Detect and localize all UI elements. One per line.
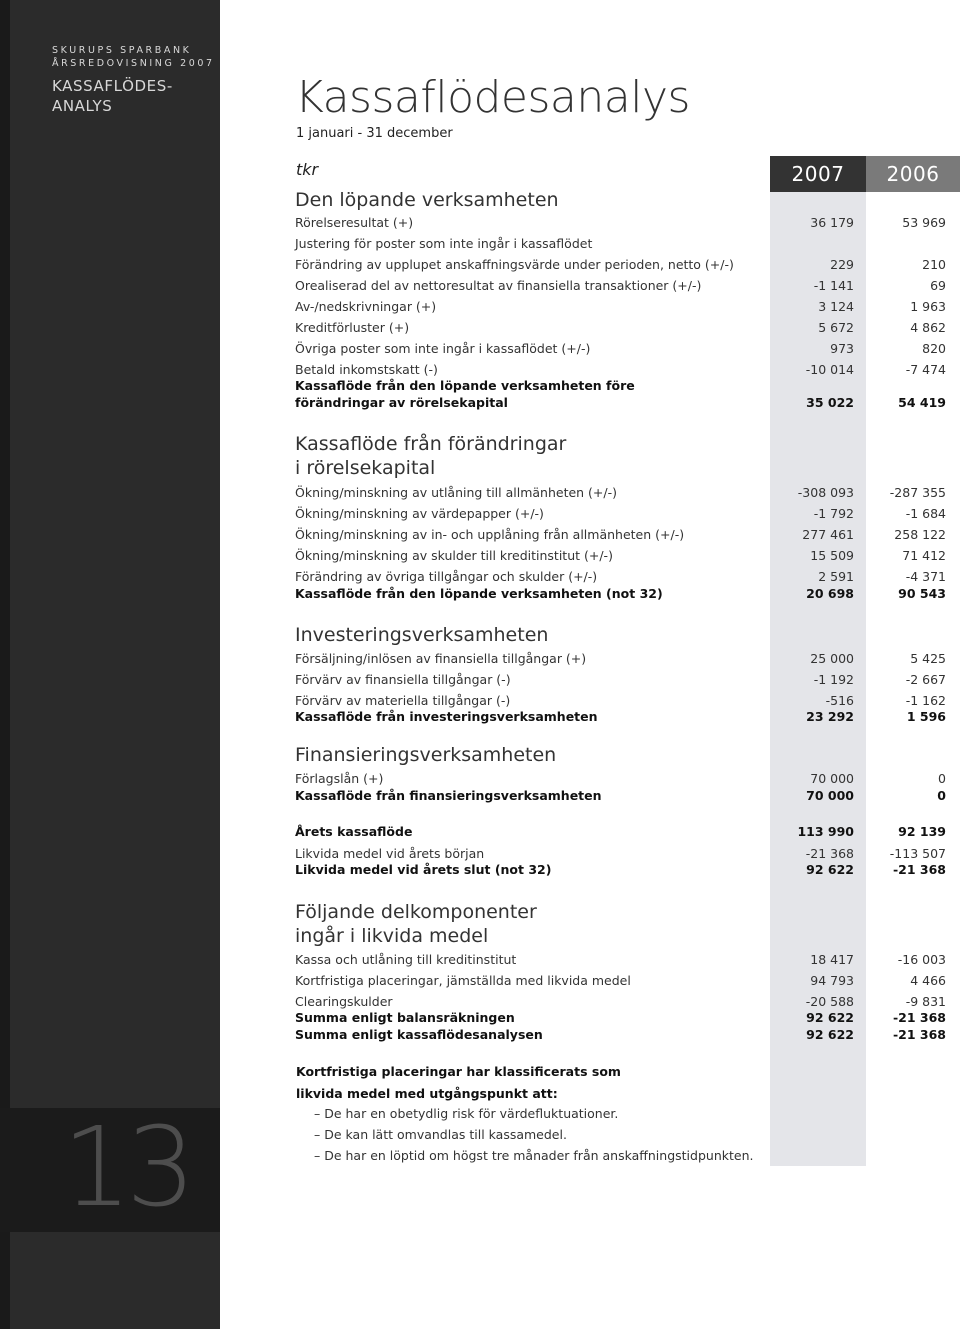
row-label: Förändring av upplupet anskaffningsvärde under perioden, netto (+/-) xyxy=(295,257,734,272)
table-row xyxy=(295,213,960,233)
value-2007: -21 368 xyxy=(805,846,854,861)
value-2007: 20 698 xyxy=(806,586,854,601)
value-2007: 2 591 xyxy=(818,569,854,584)
value-2006: -113 507 xyxy=(889,846,946,861)
table-row xyxy=(295,950,960,970)
value-2006: 1 596 xyxy=(906,709,946,724)
value-2007: 35 022 xyxy=(806,395,854,410)
value-2007: 277 461 xyxy=(802,527,854,542)
note-heading-line-1: Kortfristiga placeringar har klassificerats som xyxy=(296,1064,621,1079)
row-label: Justering för poster som inte ingår i kassaflödet xyxy=(295,236,593,251)
row-label: Av-/nedskrivningar (+) xyxy=(295,299,437,314)
table-row xyxy=(295,255,960,275)
value-2007: -20 588 xyxy=(805,994,854,1009)
row-label: Förvärv av finansiella tillgångar (-) xyxy=(295,672,511,687)
value-2007: 70 000 xyxy=(806,788,854,803)
column-header-2007: 2007 xyxy=(770,156,866,192)
value-2007: -1 141 xyxy=(813,278,854,293)
table-row-total xyxy=(295,822,960,842)
table-row xyxy=(295,483,960,503)
row-label: Betald inkomstskatt (-) xyxy=(295,362,438,377)
row-label: Likvida medel vid årets slut (not 32) xyxy=(295,862,552,877)
section-heading-delkomponenter-line-2: ingår i likvida medel xyxy=(295,925,489,947)
value-2007: 92 622 xyxy=(806,862,854,877)
value-2006: -21 368 xyxy=(892,1010,946,1025)
row-label: Kassaflöde från investeringsverksamheten xyxy=(295,709,598,724)
value-2006: 69 xyxy=(930,278,946,293)
section-heading-rorelsekapital: Kassaflöde från förändringar xyxy=(295,433,567,455)
table-row xyxy=(295,318,960,338)
row-label: Ökning/minskning av skulder till kreditinstitut (+/-) xyxy=(295,548,613,563)
value-2006: 54 419 xyxy=(898,395,946,410)
row-label: Kassaflöde från den löpande verksamheten (not 32) xyxy=(295,586,663,601)
table-row xyxy=(295,504,960,524)
column-header-2006: 2006 xyxy=(866,156,960,192)
table-row xyxy=(295,649,960,669)
row-label: Årets kassaflöde xyxy=(295,824,413,839)
value-2006: 820 xyxy=(922,341,946,356)
table-row xyxy=(295,525,960,545)
value-2006: 0 xyxy=(938,771,946,786)
value-2006: 210 xyxy=(922,257,946,272)
table-row xyxy=(295,339,960,359)
value-2006: 5 425 xyxy=(910,651,946,666)
section-name-line-1: KASSAFLÖDES- xyxy=(52,77,173,95)
value-2007: 92 622 xyxy=(806,1027,854,1042)
value-2007: -308 093 xyxy=(797,485,854,500)
value-2007: 23 292 xyxy=(806,709,854,724)
section-heading-rorelsekapital-line-2: i rörelsekapital xyxy=(295,457,436,479)
value-2007: -10 014 xyxy=(805,362,854,377)
table-row xyxy=(295,546,960,566)
value-2007: 70 000 xyxy=(810,771,854,786)
table-row xyxy=(295,297,960,317)
note-bullet: – De har en obetydlig risk för värdefluktuationer. xyxy=(314,1106,619,1121)
value-2006: -16 003 xyxy=(897,952,946,967)
value-2006: 258 122 xyxy=(894,527,946,542)
row-label: Rörelseresultat (+) xyxy=(295,215,414,230)
value-2007: 5 672 xyxy=(818,320,854,335)
row-label: Orealiserad del av nettoresultat av finansiella transaktioner (+/-) xyxy=(295,278,702,293)
unit-label: tkr xyxy=(296,160,319,179)
table-row-subtotal xyxy=(295,393,960,413)
table-row xyxy=(295,234,960,254)
row-label: Kortfristiga placeringar, jämställda med likvida medel xyxy=(295,973,631,988)
value-2006: -21 368 xyxy=(892,1027,946,1042)
page-title: Kassaflödesanalys xyxy=(295,72,690,123)
value-2007: 18 417 xyxy=(810,952,854,967)
value-2006: -21 368 xyxy=(892,862,946,877)
table-row xyxy=(295,971,960,991)
value-2007: 15 509 xyxy=(810,548,854,563)
value-2007: 25 000 xyxy=(810,651,854,666)
row-label: Försäljning/inlösen av finansiella tillgångar (+) xyxy=(295,651,587,666)
report-name: ÅRSREDOVISNING 2007 xyxy=(52,58,215,69)
value-2007: 229 xyxy=(830,257,854,272)
value-2006: 4 466 xyxy=(910,973,946,988)
row-label: Ökning/minskning av värdepapper (+/-) xyxy=(295,506,544,521)
note-heading-line-2: likvida medel med utgångspunkt att: xyxy=(296,1086,558,1101)
row-label: Övriga poster som inte ingår i kassaflödet (+/-) xyxy=(295,341,591,356)
table-row-subtotal xyxy=(295,786,960,806)
value-2007: 94 793 xyxy=(810,973,854,988)
note-bullet: – De har en löptid om högst tre månader från anskaffningstidpunkten. xyxy=(314,1148,754,1163)
value-2006: -4 371 xyxy=(905,569,946,584)
section-heading-lopande: Den löpande verksamheten xyxy=(295,189,559,211)
value-2007: -1 192 xyxy=(813,672,854,687)
value-2007: 36 179 xyxy=(810,215,854,230)
value-2007: 113 990 xyxy=(797,824,854,839)
value-2006: -1 684 xyxy=(905,506,946,521)
row-label: Kreditförluster (+) xyxy=(295,320,410,335)
value-2006: 71 412 xyxy=(902,548,946,563)
table-row-total xyxy=(295,1025,960,1045)
table-row-subtotal xyxy=(295,584,960,604)
value-2006: -9 831 xyxy=(905,994,946,1009)
row-label: Kassaflöde från den löpande verksamheten före xyxy=(295,378,635,393)
period-subtitle: 1 januari - 31 december xyxy=(296,126,453,141)
row-label: Ökning/minskning av utlåning till allmänheten (+/-) xyxy=(295,485,618,500)
section-name-line-2: ANALYS xyxy=(52,97,113,115)
brand-name: SKURUPS SPARBANK xyxy=(52,45,192,56)
row-label: Förändring av övriga tillgångar och skulder (+/-) xyxy=(295,569,598,584)
value-2006: 53 969 xyxy=(902,215,946,230)
row-label: Förlagslån (+) xyxy=(295,771,384,786)
value-2006: -287 355 xyxy=(889,485,946,500)
value-2007: -516 xyxy=(825,693,854,708)
table-row-total xyxy=(295,860,960,880)
note-bullet: – De kan lätt omvandlas till kassamedel. xyxy=(314,1127,567,1142)
value-2006: 92 139 xyxy=(898,824,946,839)
value-2006: 1 963 xyxy=(910,299,946,314)
row-label: Kassa och utlåning till kreditinstitut xyxy=(295,952,517,967)
value-2006: 0 xyxy=(937,788,946,803)
value-2006: 4 862 xyxy=(910,320,946,335)
row-label: Summa enligt balansräkningen xyxy=(295,1010,515,1025)
section-heading-investering: Investeringsverksamheten xyxy=(295,624,549,646)
row-label: Clearingskulder xyxy=(295,994,393,1009)
page-number: 13 xyxy=(62,1108,190,1231)
row-label: Förvärv av materiella tillgångar (-) xyxy=(295,693,511,708)
value-2007: 3 124 xyxy=(818,299,854,314)
row-label: Kassaflöde från finansieringsverksamheten xyxy=(295,788,602,803)
section-heading-delkomponenter: Följande delkomponenter xyxy=(295,901,537,923)
value-2007: -1 792 xyxy=(813,506,854,521)
value-2007: 973 xyxy=(830,341,854,356)
value-2006: -1 162 xyxy=(905,693,946,708)
row-label: Ökning/minskning av in- och upplåning från allmänheten (+/-) xyxy=(295,527,685,542)
table-row xyxy=(295,670,960,690)
section-heading-finansiering: Finansieringsverksamheten xyxy=(295,744,557,766)
value-2006: -2 667 xyxy=(905,672,946,687)
row-label: Likvida medel vid årets början xyxy=(295,846,485,861)
table-row xyxy=(295,276,960,296)
value-2006: -7 474 xyxy=(905,362,946,377)
table-row-subtotal xyxy=(295,707,960,727)
row-label: förändringar av rörelsekapital xyxy=(295,395,508,410)
value-2007: 92 622 xyxy=(806,1010,854,1025)
value-2006: 90 543 xyxy=(898,586,946,601)
row-label: Summa enligt kassaflödesanalysen xyxy=(295,1027,543,1042)
